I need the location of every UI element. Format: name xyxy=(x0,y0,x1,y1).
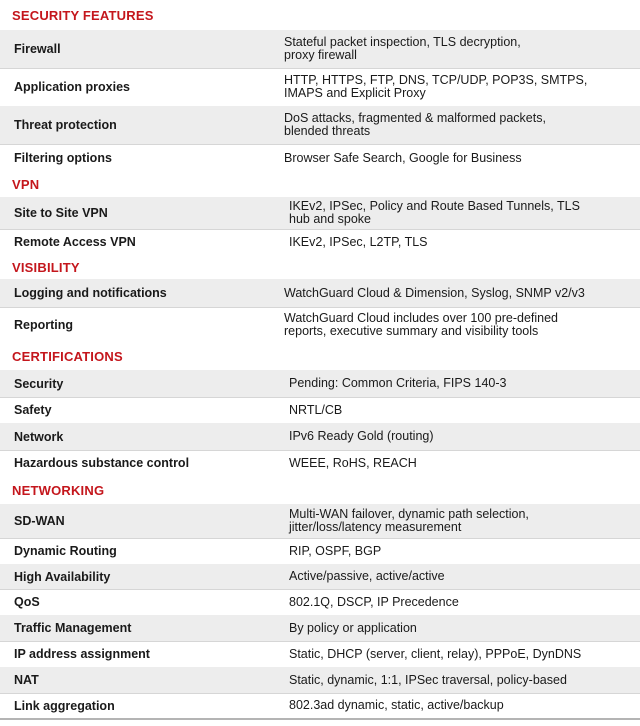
spec-value: Multi-WAN failover, dynamic path selection, jitter/loss/latency measurement xyxy=(289,507,529,534)
spec-row xyxy=(0,504,640,539)
spec-name: Network xyxy=(14,429,64,444)
section-header xyxy=(0,476,640,506)
spec-value: Stateful packet inspection, TLS decryption, proxy firewall xyxy=(284,35,521,62)
spec-name: NAT xyxy=(14,673,39,687)
section-header xyxy=(0,0,640,32)
spec-value: By policy or application xyxy=(289,620,417,635)
spec-value: WatchGuard Cloud includes over 100 pre-defined reports, executive summary and visibility tools xyxy=(284,311,558,338)
spec-value: DoS attacks, fragmented & malformed packets, blended threats xyxy=(284,111,546,138)
spec-row xyxy=(0,370,640,398)
spec-name: Threat protection xyxy=(14,118,117,132)
spec-name: Reporting xyxy=(14,318,74,332)
spec-value: Pending: Common Criteria, FIPS 140-3 xyxy=(289,376,507,390)
spec-name: Site to Site VPN xyxy=(14,206,108,220)
spec-row xyxy=(0,106,640,145)
spec-row xyxy=(0,589,640,616)
spec-row xyxy=(0,397,640,424)
spec-value: WatchGuard Cloud & Dimension, Syslog, SNMP v2/v3 xyxy=(284,285,585,300)
spec-name: Security xyxy=(14,376,64,391)
spec-name: Filtering options xyxy=(14,151,112,165)
section-header xyxy=(0,343,640,372)
section-title: NETWORKING xyxy=(12,482,105,498)
spec-name: IP address assignment xyxy=(14,647,150,661)
spec-name: Link aggregation xyxy=(14,698,115,713)
spec-row xyxy=(0,144,640,173)
spec-value: IKEv2, IPSec, L2TP, TLS xyxy=(289,234,428,249)
spec-value: IPv6 Ready Gold (routing) xyxy=(289,429,434,443)
spec-row xyxy=(0,279,640,308)
spec-row xyxy=(0,307,640,344)
spec-value: RIP, OSPF, BGP xyxy=(289,543,382,558)
spec-name: Traffic Management xyxy=(14,621,132,635)
spec-row xyxy=(0,229,640,256)
spec-value: NRTL/CB xyxy=(289,402,343,417)
spec-name: High Availability xyxy=(14,569,111,584)
spec-name: Remote Access VPN xyxy=(14,235,136,249)
spec-name: SD-WAN xyxy=(14,514,65,528)
spec-row xyxy=(0,693,640,719)
section-title: VISIBILITY xyxy=(12,259,80,275)
spec-name: Dynamic Routing xyxy=(14,544,117,558)
spec-name: Firewall xyxy=(14,42,61,56)
bottom-divider xyxy=(0,718,640,720)
spec-name: Application proxies xyxy=(14,80,130,94)
spec-value: 802.1Q, DSCP, IP Precedence xyxy=(289,594,459,609)
spec-row xyxy=(0,197,640,230)
spec-row xyxy=(0,450,640,477)
spec-row xyxy=(0,423,640,451)
section-title: CERTIFICATIONS xyxy=(12,349,123,364)
spec-value: WEEE, RoHS, REACH xyxy=(289,455,417,470)
spec-name: Logging and notifications xyxy=(14,286,167,300)
section-header xyxy=(0,255,640,281)
spec-value: Browser Safe Search, Google for Business xyxy=(284,150,522,165)
spec-row xyxy=(0,641,640,668)
spec-name: Hazardous substance control xyxy=(14,456,190,470)
spec-row xyxy=(0,564,640,590)
spec-row xyxy=(0,68,640,107)
spec-name: QoS xyxy=(14,595,40,609)
spec-value: Static, dynamic, 1:1, IPSec traversal, policy-based xyxy=(289,672,567,687)
spec-value: HTTP, HTTPS, FTP, DNS, TCP/UDP, POP3S, SMTPS, IMAPS and Explicit Proxy xyxy=(284,73,588,100)
spec-row xyxy=(0,667,640,694)
spec-value: Active/passive, active/active xyxy=(289,569,445,583)
spec-row xyxy=(0,615,640,642)
section-title: VPN xyxy=(12,177,40,192)
spec-value: 802.3ad dynamic, static, active/backup xyxy=(289,698,504,712)
spec-value: IKEv2, IPSec, Policy and Route Based Tunnels, TLS hub and spoke xyxy=(289,199,580,226)
spec-name: Safety xyxy=(14,403,52,417)
spec-value: Static, DHCP (server, client, relay), PPPoE, DynDNS xyxy=(289,646,582,661)
section-title: SECURITY FEATURES xyxy=(12,7,154,23)
section-header xyxy=(0,172,640,199)
spec-row xyxy=(0,538,640,565)
spec-row xyxy=(0,30,640,69)
